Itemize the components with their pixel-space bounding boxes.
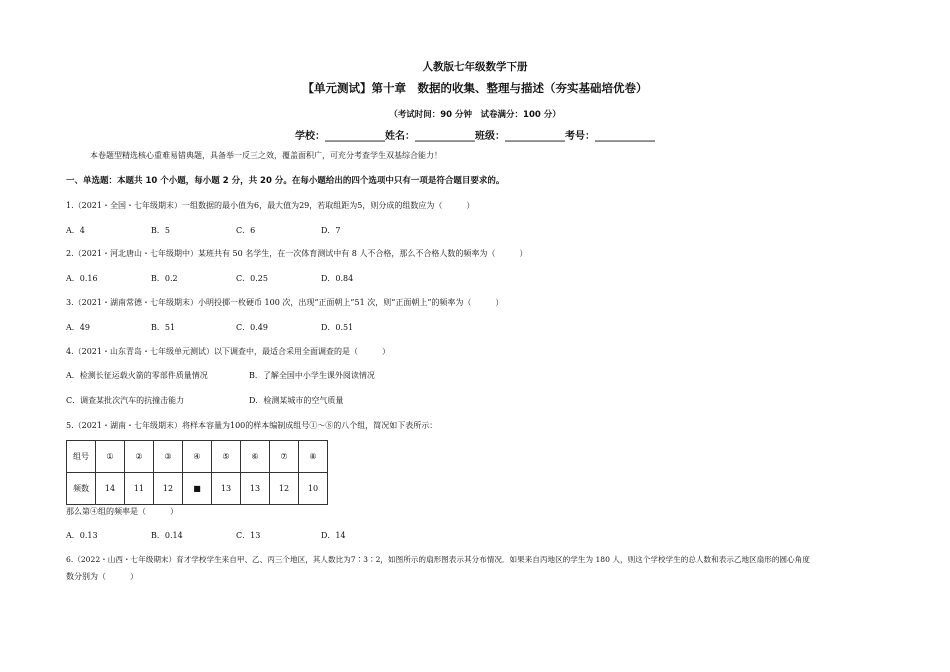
option-c: C．调查某批次汽车的抗撞击能力 bbox=[66, 396, 185, 405]
question-1-options bbox=[66, 225, 341, 236]
question-4-options-row1 bbox=[66, 370, 375, 381]
question-3-options bbox=[66, 322, 353, 333]
question-6-stem-continued: 数分别为（ ） bbox=[66, 572, 138, 581]
table-cell: 组号 bbox=[67, 441, 96, 473]
option-a: A．0.13 bbox=[66, 531, 98, 540]
question-4-options-row2 bbox=[66, 395, 343, 406]
table-cell: ③ bbox=[154, 441, 183, 473]
option-c: C．6 bbox=[236, 226, 256, 235]
student-info-fields: 学校：____________姓名：____________班级：____________考号：____________ bbox=[295, 131, 655, 142]
page-title: 人教版七年级数学下册 bbox=[422, 61, 528, 73]
option-a: A．检测长征运载火箭的零部件质量情况 bbox=[66, 371, 208, 380]
option-d: D．7 bbox=[321, 226, 341, 235]
option-c: C．0.49 bbox=[236, 323, 268, 332]
table-cell: ② bbox=[125, 441, 154, 473]
option-d: D．0.84 bbox=[321, 274, 354, 283]
table-cell: ④ bbox=[183, 441, 212, 473]
table-cell: 12 bbox=[270, 473, 299, 505]
option-b: B．5 bbox=[151, 226, 170, 235]
question-2-stem: 2.（2021・河北唐山・七年级期中）某班共有 50 名学生，在一次体育测试中有 8 人不合格，那么不合格人数的频率为（ ） bbox=[66, 249, 528, 258]
table-cell: 10 bbox=[299, 473, 328, 505]
question-5-stem: 5.（2021・湖南・七年级期末）将样本容量为100的样本编制成组号①～⑧的八个组，简况如下表所示： bbox=[66, 421, 438, 430]
option-b: B．51 bbox=[151, 323, 176, 332]
table-cell: 11 bbox=[125, 473, 154, 505]
table-cell: ⑧ bbox=[299, 441, 328, 473]
option-b: B．了解全国中小学生课外阅读情况 bbox=[249, 371, 375, 380]
option-c: C．0.25 bbox=[236, 274, 268, 283]
option-b: B．0.2 bbox=[151, 274, 178, 283]
table-cell: ⑤ bbox=[212, 441, 241, 473]
table-cell: 13 bbox=[241, 473, 270, 505]
option-d: D．0.51 bbox=[321, 323, 354, 332]
table-cell: 14 bbox=[96, 473, 125, 505]
option-a: A．0.16 bbox=[66, 274, 98, 283]
exam-subtitle: 【单元测试】第十章 数据的收集、整理与描述（夯实基础培优卷） bbox=[302, 81, 648, 95]
intro-text: 本卷题型精选核心重难易错典题，具备举一反三之效，覆盖面积广，可充分考查学生双基综合能力！ bbox=[90, 151, 442, 160]
question-4-stem: 4.（2021・山东青岛・七年级单元测试）以下调查中，最适合采用全面调查的是（ ） bbox=[66, 347, 390, 356]
table-cell: ① bbox=[96, 441, 125, 473]
option-a: A．49 bbox=[66, 323, 90, 332]
frequency-table bbox=[66, 440, 328, 505]
option-a: A．4 bbox=[66, 226, 85, 235]
table-cell: ⑥ bbox=[241, 441, 270, 473]
table-cell: 12 bbox=[154, 473, 183, 505]
option-d: D．14 bbox=[321, 531, 346, 540]
question-1-stem: 1.（2021・全国・七年级期末）一组数据的最小值为6，最大值为29，若取组距为5，则分成的组数应为（ ） bbox=[66, 201, 475, 210]
question-5-options bbox=[66, 530, 346, 541]
question-5-after: 那么第④组的频率是（ ） bbox=[66, 507, 178, 516]
table-row bbox=[67, 473, 328, 505]
table-cell: ■ bbox=[183, 473, 212, 505]
option-d: D．检测某城市的空气质量 bbox=[249, 396, 344, 405]
option-c: C．13 bbox=[236, 531, 261, 540]
table-cell: 13 bbox=[212, 473, 241, 505]
option-b: B．0.14 bbox=[151, 531, 183, 540]
question-3-stem: 3.（2021・湖南常德・七年级期末）小明投掷一枚硬币 100 次，出现“正面朝上”51 次，则“正面朝上”的频率为（ ） bbox=[66, 298, 504, 307]
section-heading: 一、单选题：本题共 10 个小题，每小题 2 分，共 20 分。在每小题给出的四个选项中只有一项是符合题目要求的。 bbox=[66, 176, 505, 186]
table-cell: 频数 bbox=[67, 473, 96, 505]
table-cell: ⑦ bbox=[270, 441, 299, 473]
question-6-stem: 6.（2022・山西・七年级期末）育才学校学生来自甲、乙、丙三个地区，其人数比为7∶3∶2，如图所示的扇形图表示其分布情况．如果来自丙地区的学生为 180 人，则这个学校学生的总人数和表示乙地区扇形的圆心角度 bbox=[66, 555, 810, 564]
exam-info: （考试时间：90 分钟 试卷满分：100 分） bbox=[389, 110, 561, 120]
table-row bbox=[67, 441, 328, 473]
question-2-options bbox=[66, 273, 353, 284]
